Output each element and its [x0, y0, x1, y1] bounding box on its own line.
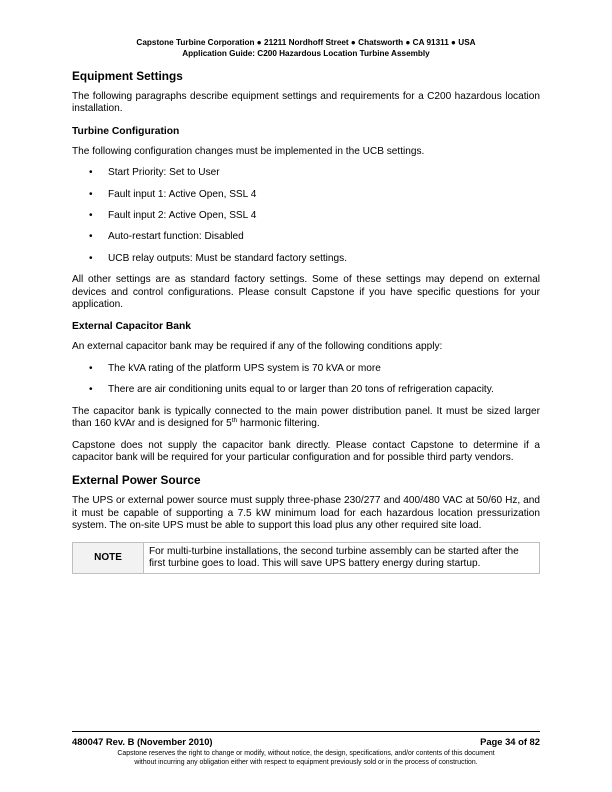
turbine-configuration-heading: Turbine Configuration	[72, 125, 180, 137]
page-content	[72, 69, 540, 574]
page-footer	[72, 731, 540, 767]
external-capacitor-bank-heading: External Capacitor Bank	[72, 321, 192, 333]
bullet-icon: •	[89, 231, 93, 243]
equipment-settings-heading: Equipment Settings	[72, 69, 183, 83]
footer-page-number: Page 34 of 82	[480, 736, 540, 747]
list-item: • UCB relay outputs: Must be standard factory settings.	[89, 252, 347, 264]
footer-doc-id: 480047 Rev. B (November 2010)	[72, 736, 213, 747]
turbine-configuration-list	[72, 167, 540, 265]
bullet-icon: •	[89, 384, 93, 396]
bullet-icon: •	[89, 210, 93, 222]
list-item: • There are air conditioning units equal to or larger than 20 tons of refrigeration capacity.	[89, 384, 494, 396]
external-power-source-text: The UPS or external power source must supply three-phase 230/277 and 400/480 VAC at 50/60 Hz, and it must be capable of supporting a 7.5 kW minimum load for each hazardous location pressurization system. The on-site UPS must be able to support this load plus any other required site load.	[72, 495, 540, 532]
capacitor-bank-intro: An external capacitor bank may be required if any of the following conditions apply:	[72, 341, 443, 353]
turbine-configuration-note: All other settings are as standard factory settings. Some of these settings may depend on external devices and control configurations. Please consult Capstone if you have specific questions for your application.	[72, 274, 540, 311]
turbine-configuration-intro: The following configuration changes must be implemented in the UCB settings.	[72, 145, 425, 157]
capacitor-bank-sizing: The capacitor bank is typically connected to the main power distribution panel. It must be sized larger than 160 kVAr and is designed for 5th harmonic filtering.	[72, 405, 540, 430]
list-item: • Auto-restart function: Disabled	[89, 231, 244, 243]
list-item: • Fault input 1: Active Open, SSL 4	[89, 188, 257, 200]
bullet-icon: •	[89, 167, 93, 179]
external-power-source-heading: External Power Source	[72, 473, 201, 488]
note-box	[72, 542, 540, 575]
bullet-icon: •	[89, 188, 93, 200]
list-item: • Fault input 2: Active Open, SSL 4	[89, 210, 257, 222]
bullet-icon: •	[89, 252, 93, 264]
equipment-settings-intro: The following paragraphs describe equipment settings and requirements for a C200 hazardous location installation.	[72, 91, 540, 115]
header-guide-title: Application Guide: C200 Hazardous Location Turbine Assembly	[182, 49, 430, 58]
capacitor-bank-list	[72, 363, 540, 397]
note-label: NOTE	[73, 542, 144, 574]
note-text: For multi-turbine installations, the second turbine assembly can be started after the first turbine goes to load. This will save UPS battery energy during startup.	[144, 542, 540, 574]
page-header	[72, 37, 540, 59]
footer-disclaimer: Capstone reserves the right to change or modify, without notice, the design, specifications, and/or contents of this document without incurring any obligation either with respect to equipment previously sold or in the process of construction.	[117, 750, 495, 766]
list-item: • Start Priority: Set to User	[89, 167, 220, 179]
header-address: Capstone Turbine Corporation ● 21211 Nordhoff Street ● Chatsworth ● CA 91311 ● USA	[136, 38, 476, 47]
list-item: • The kVA rating of the platform UPS system is 70 kVA or more	[89, 362, 381, 374]
bullet-icon: •	[89, 362, 93, 374]
capacitor-bank-supply: Capstone does not supply the capacitor bank directly. Please contact Capstone to determine if a capacitor bank will be required for your particular configuration and for possible third party vendors.	[72, 439, 540, 463]
